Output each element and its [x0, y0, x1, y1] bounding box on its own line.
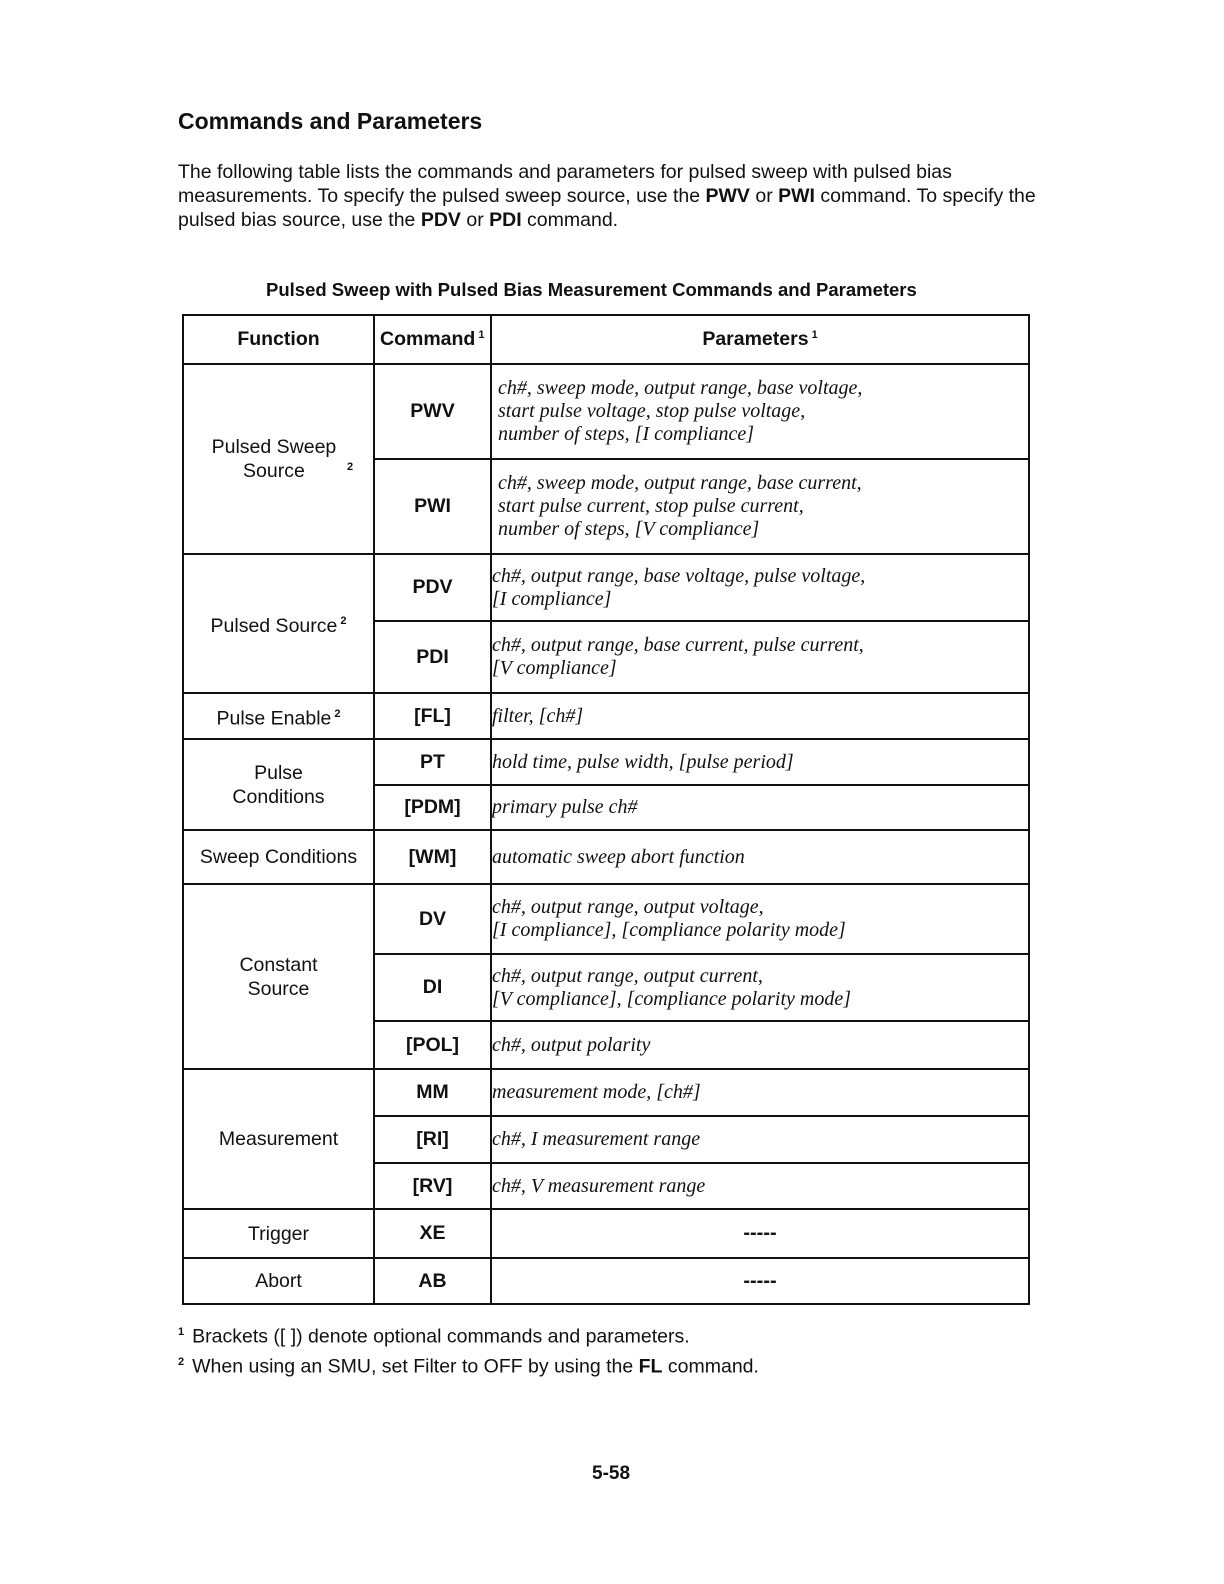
table-header-row	[183, 315, 1029, 364]
function-pulsed-sweep-source: Pulsed Sweep Source $^2$	[183, 364, 374, 554]
command-cell: AB	[374, 1258, 491, 1304]
intro-paragraph	[178, 160, 1038, 232]
cmd-pdi: PDI	[489, 209, 522, 231]
parameters-cell: filter, [ch#]	[491, 693, 1029, 739]
footnote-2: $^2$ When using an SMU, set Filter to OFF by using the FL command.	[178, 1355, 759, 1377]
footnote-1: $^1$ Brackets ([ ]) denote optional commands and parameters.	[178, 1325, 690, 1348]
table-row	[183, 830, 1029, 884]
function-pulse-enable: Pulse Enable $^2$	[183, 693, 374, 739]
commands-table	[182, 314, 1030, 1305]
page-number: 5-58	[592, 1463, 631, 1484]
table-row	[183, 364, 1029, 459]
function-pulsed-source: Pulsed Source $^2$	[183, 554, 374, 693]
header-parameters: Parameters $^1$	[491, 315, 1029, 364]
section-heading: Commands and Parameters	[178, 108, 483, 134]
parameters-cell: hold time, pulse width, [pulse period]	[491, 739, 1029, 785]
function-constant-source: Constant Source	[183, 884, 374, 1069]
table-row	[183, 1209, 1029, 1258]
command-cell: MM	[374, 1069, 491, 1116]
parameters-cell: -----	[491, 1258, 1029, 1304]
parameters-cell: ch#, output polarity	[491, 1021, 1029, 1069]
table-row	[183, 1258, 1029, 1304]
table-row	[183, 693, 1029, 739]
parameters-cell: automatic sweep abort function	[491, 830, 1029, 884]
cmd-pwv: PWV	[705, 185, 750, 207]
function-measurement: Measurement	[183, 1069, 374, 1209]
command-cell: PDI	[374, 621, 491, 693]
parameters-cell: ch#, sweep mode, output range, base voltage, start pulse voltage, stop pulse voltage, number of steps, [I compliance]	[491, 364, 1029, 459]
parameters-cell: ch#, V measurement range	[491, 1163, 1029, 1209]
footnotes	[178, 1320, 759, 1379]
intro-text-3: command.	[521, 209, 619, 231]
function-pulse-conditions: Pulse Conditions	[183, 739, 374, 830]
cmd-pwi: PWI	[778, 185, 815, 207]
intro-text-1: The following table lists the commands and parameters for pulsed sweep with pulsed bias measurements. To specify the pulsed sweep source, use the	[178, 161, 952, 207]
command-cell: [RV]	[374, 1163, 491, 1209]
command-cell: [RI]	[374, 1116, 491, 1163]
command-cell: DI	[374, 954, 491, 1021]
parameters-cell: ch#, I measurement range	[491, 1116, 1029, 1163]
command-cell: [FL]	[374, 693, 491, 739]
parameters-cell: primary pulse ch#	[491, 785, 1029, 830]
table-row	[183, 884, 1029, 954]
function-sweep-conditions: Sweep Conditions	[183, 830, 374, 884]
header-command: Command $^1$	[374, 315, 491, 364]
parameters-cell: measurement mode, [ch#]	[491, 1069, 1029, 1116]
parameters-cell: ch#, output range, output voltage, [I compliance], [compliance polarity mode]	[491, 884, 1029, 954]
command-cell: PDV	[374, 554, 491, 621]
intro-text-2: command. To specify the pulsed bias source, use the	[178, 185, 1036, 231]
parameters-cell: ch#, output range, output current, [V compliance], [compliance polarity mode]	[491, 954, 1029, 1021]
intro-or-1: or	[749, 185, 779, 207]
parameters-cell: ch#, sweep mode, output range, base current, start pulse current, stop pulse current, number of steps, [V compliance]	[491, 459, 1029, 554]
table-row	[183, 1069, 1029, 1116]
table-row	[183, 554, 1029, 621]
command-cell: PT	[374, 739, 491, 785]
parameters-cell: ch#, output range, base current, pulse current, [V compliance]	[491, 621, 1029, 693]
header-function: Function	[183, 315, 374, 364]
parameters-cell: ch#, output range, base voltage, pulse voltage, [I compliance]	[491, 554, 1029, 621]
command-cell: [PDM]	[374, 785, 491, 830]
parameters-cell: -----	[491, 1209, 1029, 1258]
cmd-pdv: PDV	[420, 209, 461, 231]
command-cell: DV	[374, 884, 491, 954]
command-cell: PWV	[374, 364, 491, 459]
intro-or-2: or	[460, 209, 490, 231]
table-title: Pulsed Sweep with Pulsed Bias Measurement Commands and Parameters	[266, 279, 917, 300]
command-cell: XE	[374, 1209, 491, 1258]
command-cell: PWI	[374, 459, 491, 554]
command-cell: [WM]	[374, 830, 491, 884]
table-row	[183, 739, 1029, 785]
function-trigger: Trigger	[183, 1209, 374, 1258]
command-cell: [POL]	[374, 1021, 491, 1069]
function-abort: Abort	[183, 1258, 374, 1304]
